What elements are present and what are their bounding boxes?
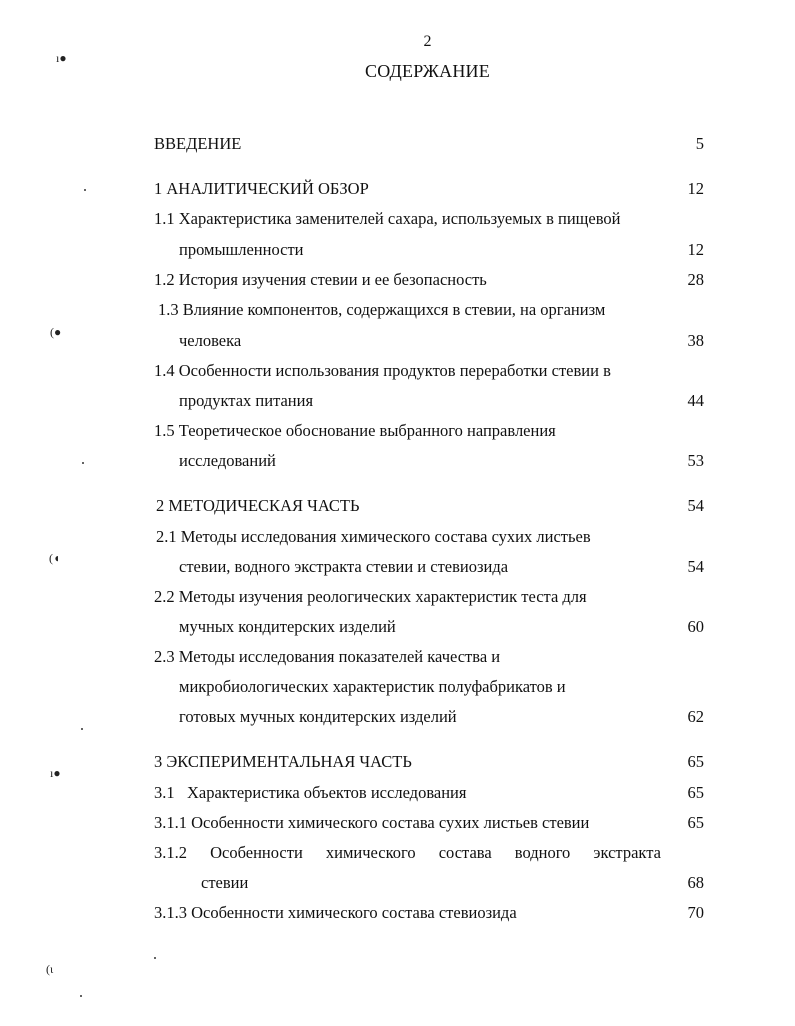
toc-entry-2-2-line1: 2.2 Методы изучения реологических характеристик теста для [154, 587, 587, 606]
scan-speck [80, 995, 82, 997]
toc-entry-2-3-line1: 2.3 Методы исследования показателей качества и [154, 647, 501, 666]
toc-entry-3-1-1: 3.1.1 Особенности химического состава сухих листьев стевии [154, 813, 590, 832]
toc-entry-1-4-line2: продуктах питания [179, 391, 314, 410]
toc-page-2-3: 62 [687, 707, 704, 726]
scan-mark: ı● [50, 766, 61, 780]
toc-entry-2-3-line3: готовых мучных кондитерских изделий [179, 707, 457, 726]
scan-mark: (● [50, 325, 62, 339]
toc-entry-3-1-3: 3.1.3 Особенности химического состава стевиозида [154, 903, 517, 922]
toc-entry-2-2-line2: мучных кондитерских изделий [179, 617, 396, 636]
toc-word: химического [325, 843, 416, 862]
toc-page-2-2: 60 [687, 617, 704, 636]
toc-word: водного [514, 843, 571, 862]
toc-entry-1-3-line2: человека [179, 331, 242, 350]
toc-entry-2-1-line2: стевии, водного экстракта стевии и стевиозида [179, 557, 509, 576]
toc-page-1-3: 38 [687, 331, 704, 350]
toc-page-section-3: 65 [687, 752, 704, 771]
toc-entry-section-1: 1 АНАЛИТИЧЕСКИЙ ОБЗОР [154, 179, 369, 198]
toc-entry-1-1-line2: промышленности [179, 240, 304, 259]
toc-entry-1-2: 1.2 История изучения стевии и ее безопасность [154, 270, 487, 289]
toc-page-3-1: 65 [687, 783, 704, 802]
toc-page-1-4: 44 [687, 391, 704, 410]
page-title: СОДЕРЖАНИЕ [365, 61, 490, 81]
toc-entry-1-3-line1: 1.3 Влияние компонентов, содержащихся в стевии, на организм [158, 300, 606, 319]
toc-page-3-1-3: 70 [687, 903, 704, 922]
scan-mark: (ɩ [46, 962, 54, 976]
toc-entry-3-1-2-line2: стевии [201, 873, 249, 892]
toc-entry-2-3-line2: микробиологических характеристик полуфабрикатов и [179, 677, 566, 696]
toc-word: Особенности [210, 843, 303, 862]
toc-word: состава [438, 843, 492, 862]
toc-word: 3.1.2 [154, 843, 187, 862]
toc-page-section-1: 12 [687, 179, 704, 198]
toc-page-intro: 5 [695, 134, 704, 153]
scan-speck [82, 462, 84, 464]
page-number: 2 [423, 33, 432, 50]
toc-entry-section-2: 2 МЕТОДИЧЕСКАЯ ЧАСТЬ [156, 496, 360, 515]
scan-mark: ı● [56, 51, 67, 65]
toc-page-3-1-1: 65 [687, 813, 704, 832]
toc-page-2-1: 54 [687, 557, 704, 576]
scan-speck [81, 728, 83, 730]
scan-speck [154, 957, 156, 959]
toc-page-1-5: 53 [687, 451, 704, 470]
toc-word: экстракта [593, 843, 661, 862]
toc-entry-3-1: 3.1 Характеристика объектов исследования [154, 783, 467, 802]
toc-entry-2-1-line1: 2.1 Методы исследования химического состава сухих листьев [156, 527, 591, 546]
toc-entry-1-5-line1: 1.5 Теоретическое обоснование выбранного направления [154, 421, 556, 440]
toc-entry-1-4-line1: 1.4 Особенности использования продуктов переработки стевии в [154, 361, 611, 380]
toc-page-section-2: 54 [687, 496, 704, 515]
scan-speck [84, 189, 86, 191]
toc-entry-1-1-line1: 1.1 Характеристика заменителей сахара, используемых в пищевой [154, 209, 621, 228]
toc-entry-1-5-line2: исследований [179, 451, 276, 470]
scan-mark: (◖ [49, 551, 61, 565]
toc-page-3-1-2: 68 [687, 873, 704, 892]
toc-entry-section-3: 3 ЭКСПЕРИМЕНТАЛЬНАЯ ЧАСТЬ [154, 752, 412, 771]
toc-entry-intro: ВВЕДЕНИЕ [154, 134, 242, 153]
toc-page-1-1: 12 [687, 240, 704, 259]
toc-entry-3-1-2-line1 [154, 843, 661, 863]
toc-page-1-2: 28 [687, 270, 704, 289]
